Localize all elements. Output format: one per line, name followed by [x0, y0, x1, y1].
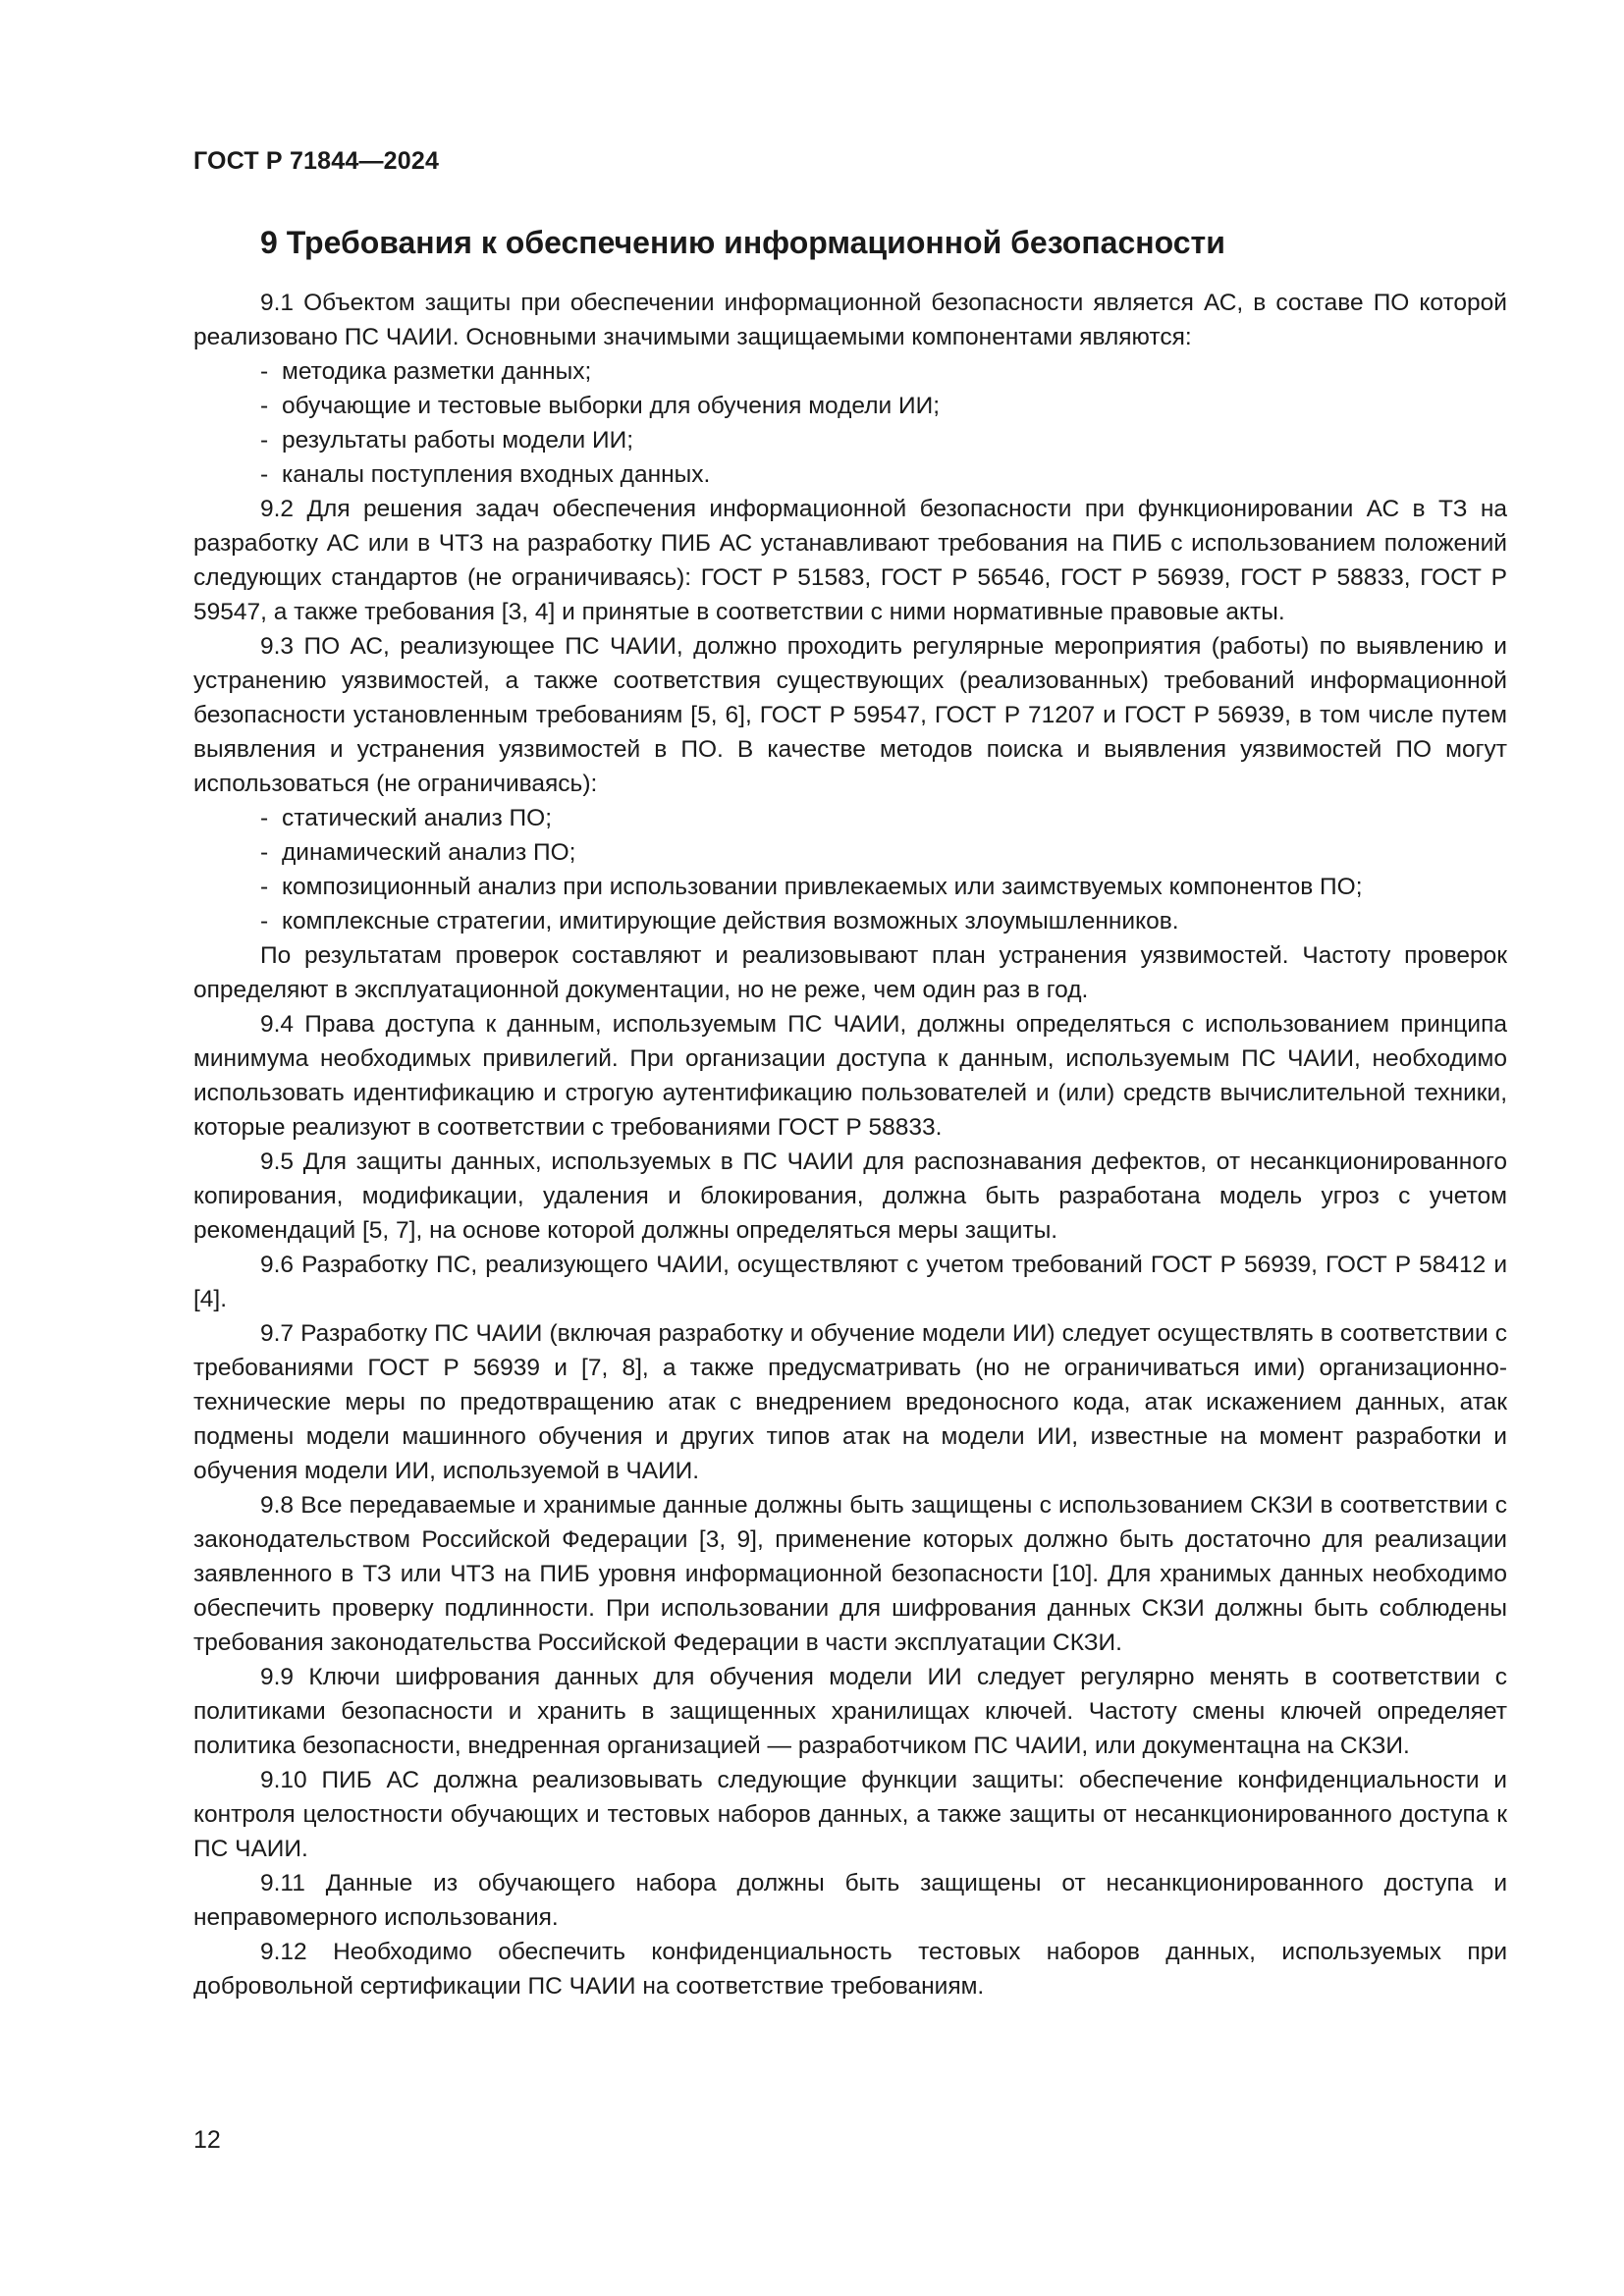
- paragraph-9-10: 9.10 ПИБ АС должна реализовывать следующие функции защиты: обеспечение конфиденциальности и контроля целостности обучающих и тестовых наборов данных, а также защиты от несанкционированного доступа к ПС ЧАИИ.: [193, 1767, 1507, 1862]
- list-item: - динамический анализ ПО;: [260, 839, 576, 866]
- list-item: - композиционный анализ при использовании привлекаемых или заимствуемых компонентов ПО;: [260, 874, 1363, 900]
- paragraph-9-6: 9.6 Разработку ПС, реализующего ЧАИИ, осуществляют с учетом требований ГОСТ Р 56939, ГОСТ Р 58412 и [4].: [193, 1252, 1507, 1312]
- paragraph-9-3: 9.3 ПО АС, реализующее ПС ЧАИИ, должно проходить регулярные мероприятия (работы) по выявлению и устранению уязвимостей, а также соответствия существующих (реализованных) требований информационной безопасности установленным требованиям [5, 6], ГОСТ Р 59547, ГОСТ Р 71207 и ГОСТ Р 56939, в том числе путем выявления и устранения уязвимостей в ПО. В качестве методов поиска и выявления уязвимостей ПО могут использоваться (не ограничиваясь):: [193, 633, 1507, 797]
- paragraph-9-12: 9.12 Необходимо обеспечить конфиденциальность тестовых наборов данных, используемых при добровольной сертификации ПС ЧАИИ на соответствие требованиям.: [193, 1939, 1507, 2000]
- paragraph-9-8: 9.8 Все передаваемые и хранимые данные должны быть защищены с использованием СКЗИ в соответствии с законодательством Российской Федерации [3, 9], применение которых должно быть достаточно для реализации заявленного в ТЗ или ЧТЗ на ПИБ уровня информационной безопасности [10]. Для хранимых данных необходимо обеспечить проверку подлинности. При использовании для шифрования данных СКЗИ должны быть соблюдены требования законодательства Российской Федерации в части эксплуатации СКЗИ.: [193, 1492, 1507, 1656]
- paragraph-9-1: 9.1 Объектом защиты при обеспечении информационной безопасности является АС, в составе ПО которой реализовано ПС ЧАИИ. Основными значимыми защищаемыми компонентами являются:: [193, 290, 1507, 350]
- list-item: - методика разметки данных;: [260, 358, 592, 385]
- paragraph-9-4: 9.4 Права доступа к данным, используемым ПС ЧАИИ, должны определяться с использованием принципа минимума необходимых привилегий. При организации доступа к данным, используемым ПС ЧАИИ, необходимо использовать идентификацию и строгую аутентификацию пользователей и (или) средств вычислительной техники, которые реализуют в соответствии с требованиями ГОСТ Р 58833.: [193, 1011, 1507, 1141]
- paragraph-9-3-continued: По результатам проверок составляют и реализовывают план устранения уязвимостей. Частоту проверок определяют в эксплуатационной документации, но не реже, чем один раз в год.: [193, 942, 1507, 1003]
- paragraph-9-5: 9.5 Для защиты данных, используемых в ПС ЧАИИ для распознавания дефектов, от несанкционированного копирования, модификации, удаления и блокирования, должна быть разработана модель угроз с учетом рекомендаций [5, 7], на основе которой должны определяться меры защиты.: [193, 1148, 1507, 1244]
- document-header: ГОСТ Р 71844—2024: [193, 147, 440, 175]
- list-item: - комплексные стратегии, имитирующие действия возможных злоумышленников.: [260, 908, 1179, 934]
- document-body: [193, 286, 1507, 2003]
- list-item: - обучающие и тестовые выборки для обучения модели ИИ;: [260, 393, 941, 419]
- paragraph-9-7: 9.7 Разработку ПС ЧАИИ (включая разработку и обучение модели ИИ) следует осуществлять в соответствии с требованиями ГОСТ Р 56939 и [7, 8], а также предусматривать (но не ограничиваться ими) организационно-технические меры по предотвращению атак с внедрением вредоносного кода, атак искажением данных, атак подмены модели машинного обучения и других типов атак на модели ИИ, известные на момент разработки и обучения модели ИИ, используемой в ЧАИИ.: [193, 1320, 1507, 1484]
- paragraph-9-9: 9.9 Ключи шифрования данных для обучения модели ИИ следует регулярно менять в соответствии с политиками безопасности и хранить в защищенных хранилищах ключей. Частоту смены ключей определяет политика безопасности, внедренная организацией — разработчиком ПС ЧАИИ, или документацна на СКЗИ.: [193, 1664, 1507, 1759]
- section-title: 9 Требования к обеспечению информационной безопасности: [260, 225, 1225, 260]
- list-item: - каналы поступления входных данных.: [260, 461, 711, 488]
- page-number: 12: [193, 2126, 221, 2154]
- list-item: - статический анализ ПО;: [260, 805, 553, 831]
- paragraph-9-11: 9.11 Данные из обучающего набора должны быть защищены от несанкционированного доступа и неправомерного использования.: [193, 1870, 1507, 1931]
- paragraph-9-2: 9.2 Для решения задач обеспечения информационной безопасности при функционировании АС в ТЗ на разработку АС или в ЧТЗ на разработку ПИБ АС устанавливают требования на ПИБ с использованием положений следующих стандартов (не ограничиваясь): ГОСТ Р 51583, ГОСТ Р 56546, ГОСТ Р 56939, ГОСТ Р 58833, ГОСТ Р 59547, а также требования [3, 4] и принятые в соответствии с ними нормативные правовые акты.: [193, 496, 1507, 625]
- list-item: - результаты работы модели ИИ;: [260, 427, 634, 454]
